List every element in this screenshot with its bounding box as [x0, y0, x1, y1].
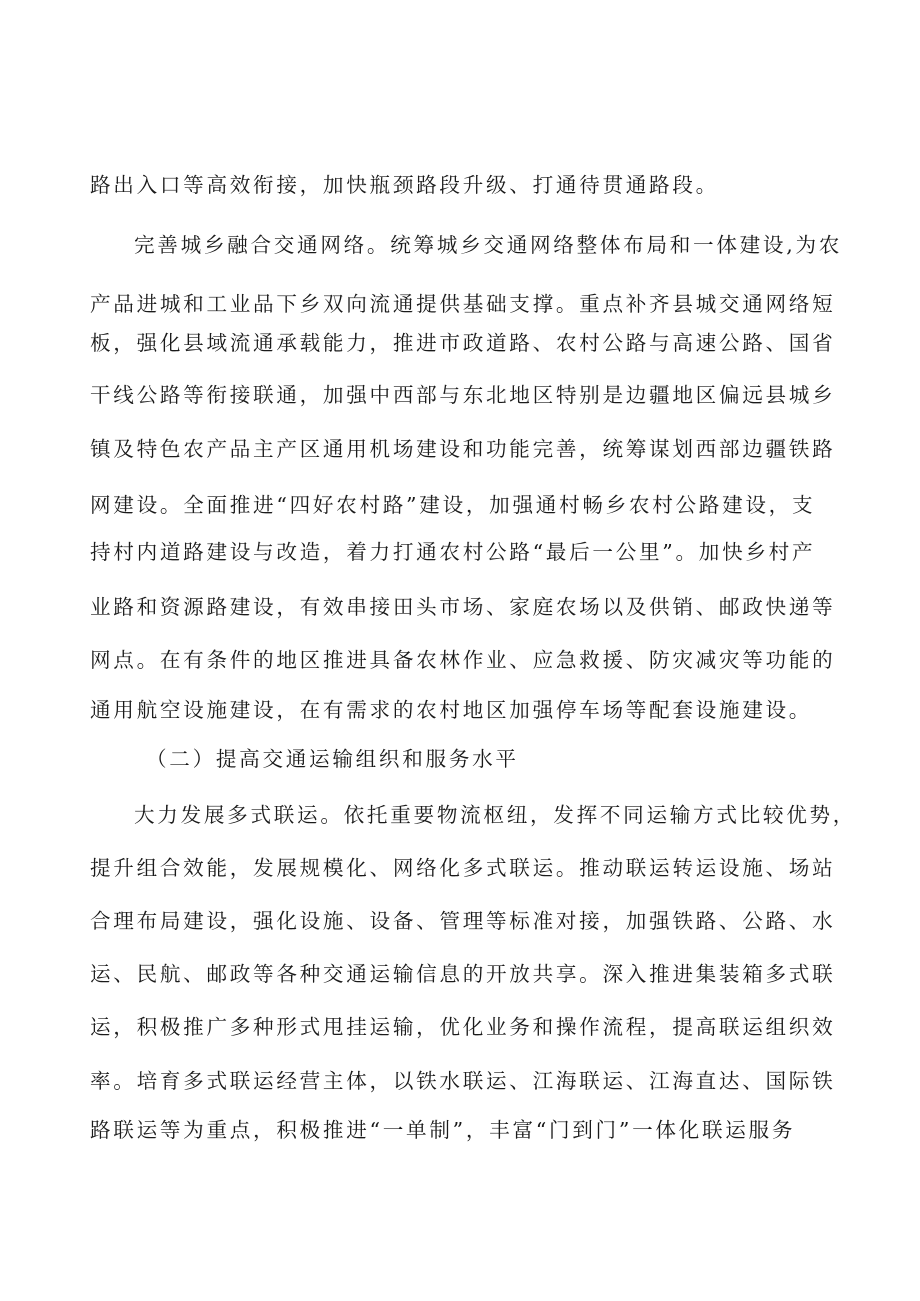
- paragraph-line: 业路和资源路建设，有效串接田头市场、家庭农场以及供销、邮政快递等: [90, 595, 836, 619]
- paragraph-line: 完善城乡融合交通网络。统筹城乡交通网络整体布局和一体建设,为农: [134, 233, 843, 257]
- paragraph-line: 产品进城和工业品下乡双向流通提供基础支撑。重点补齐县城交通网络短: [90, 292, 836, 316]
- paragraph-line: 路出入口等高效衔接，加快瓶颈路段升级、打通待贯通路段。: [90, 173, 719, 197]
- paragraph-line: 网建设。全面推进“四好农村路”建设，加强通村畅乡农村公路建设，支: [90, 493, 816, 517]
- paragraph-line: 路联运等为重点，积极推进“一单制”，丰富“门到门”一体化联运服务: [90, 1118, 796, 1142]
- paragraph-line: 运、民航、邮政等各种交通运输信息的开放共享。深入推进集装箱多式联: [90, 962, 836, 986]
- paragraph-line: 合理布局建设，强化设施、设备、管理等标准对接，加强铁路、公路、水: [90, 909, 836, 933]
- paragraph-line: 持村内道路建设与改造，着力打通农村公路“最后一公里”。加快乡村产: [90, 540, 816, 564]
- paragraph-line: 运，积极推广多种形式甩挂运输，优化业务和操作流程，提高联运组织效: [90, 1015, 836, 1039]
- paragraph-line: 板，强化县域流通承载能力，推进市政道路、农村公路与高速公路、国省: [90, 331, 836, 355]
- paragraph-line: 率。培育多式联运经营主体，以铁水联运、江海联运、江海直达、国际铁: [90, 1069, 836, 1093]
- section-heading: （二）提高交通运输组织和服务水平: [146, 747, 519, 771]
- paragraph-line: 通用航空设施建设，在有需求的农村地区加强停车场等配套设施建设。: [90, 698, 813, 722]
- paragraph-line: 网点。在有条件的地区推进具备农林作业、应急救援、防灾减灾等功能的: [90, 648, 836, 672]
- paragraph-line: 大力发展多式联运。依托重要物流枢纽，发挥不同运输方式比较优势，: [134, 803, 856, 827]
- paragraph-line: 镇及特色农产品主产区通用机场建设和功能完善，统筹谋划西部边疆铁路: [90, 437, 836, 461]
- paragraph-line: 提升组合效能，发展规模化、网络化多式联运。推动联运转运设施、场站: [90, 856, 836, 880]
- paragraph-line: 干线公路等衔接联通，加强中西部与东北地区特别是边疆地区偏远县城乡: [90, 383, 836, 407]
